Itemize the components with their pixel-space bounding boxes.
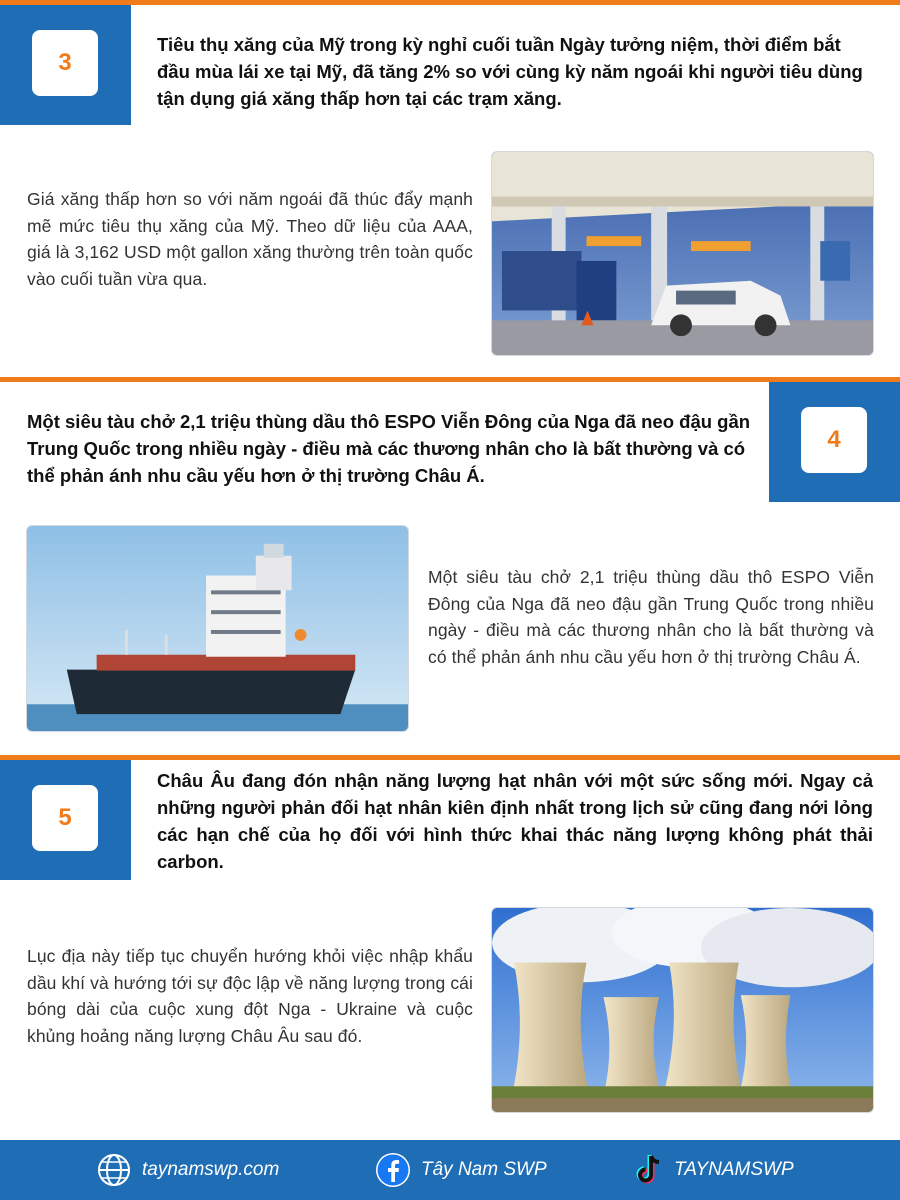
- section-4-body: Một siêu tàu chở 2,1 triệu thùng dầu thô ESPO Viễn Đông của Nga đã neo đậu gần Trung Quốc trong nhiều ngày - điều mà các thương nhân cho là bất thường và có thể phản ánh nhu cầu yếu hơn ở thị trường Châu Á.: [428, 567, 874, 667]
- footer-facebook[interactable]: [375, 1140, 547, 1200]
- facebook-icon: [375, 1152, 411, 1188]
- tiktok-icon: [632, 1152, 664, 1188]
- section-4-number: 4: [827, 426, 841, 453]
- section-5-number-block: [0, 760, 131, 880]
- footer-tiktok-label: TAYNAMSWP: [674, 1159, 794, 1180]
- section-5-headline: Châu Âu đang đón nhận năng lượng hạt nhân với một sức sống mới. Ngay cả những người phản đối hạt nhân kiên định nhất trong lịch sử cũng đang nới lỏng các hạn chế của họ đối với hình thức khai thác năng lượng không phát thải carbon.: [157, 770, 873, 872]
- section-5-number-badge: [32, 785, 98, 851]
- cooling-towers-photo: [491, 907, 874, 1113]
- oil-tanker-photo: [26, 525, 409, 732]
- footer-bar: [0, 1140, 900, 1200]
- section-3-number-block: [0, 5, 131, 125]
- section-4-number-block: [769, 382, 900, 502]
- section-5-orange-divider: [0, 755, 900, 760]
- section-3-headline: Tiêu thụ xăng của Mỹ trong kỳ nghỉ cuối tuần Ngày tưởng niệm, thời điểm bắt đầu mùa lái xe tại Mỹ, đã tăng 2% so với cùng kỳ năm ngoái khi người tiêu dùng tận dụng giá xăng thấp hơn tại các trạm xăng.: [157, 34, 863, 109]
- footer-website-label: taynamswp.com: [142, 1159, 280, 1180]
- section-4-headline: Một siêu tàu chở 2,1 triệu thùng dầu thô ESPO Viễn Đông của Nga đã neo đậu gần Trung Quốc trong nhiều ngày - điều mà các thương nhân cho là bất thường và có thể phản ánh nhu cầu yếu hơn ở thị trường Châu Á.: [27, 411, 751, 486]
- footer-website[interactable]: [96, 1140, 279, 1200]
- globe-icon: [96, 1152, 132, 1188]
- gas-station-photo: [491, 151, 874, 356]
- section-5-number: 5: [58, 804, 72, 831]
- top-orange-divider: [0, 0, 900, 5]
- section-4-orange-divider: [0, 377, 900, 382]
- footer-facebook-label: Tây Nam SWP: [421, 1159, 547, 1180]
- section-3-number: 3: [58, 49, 72, 76]
- section-4-number-badge: [801, 407, 867, 473]
- section-5-body: Lục địa này tiếp tục chuyển hướng khỏi việc nhập khẩu dầu khí và hướng tới sự độc lập về năng lượng trong cái bóng dài của cuộc xung đột Nga - Ukraine và cuộc khủng hoảng năng lượng Châu Âu sau đó.: [27, 946, 473, 1046]
- section-3-body: Giá xăng thấp hơn so với năm ngoái đã thúc đẩy mạnh mẽ mức tiêu thụ xăng của Mỹ. Theo dữ liệu của AAA, giá là 3,162 USD một gallon xăng thường trên toàn quốc vào cuối tuần vừa qua.: [27, 189, 473, 289]
- footer-tiktok[interactable]: [632, 1140, 794, 1200]
- section-3-number-badge: [32, 30, 98, 96]
